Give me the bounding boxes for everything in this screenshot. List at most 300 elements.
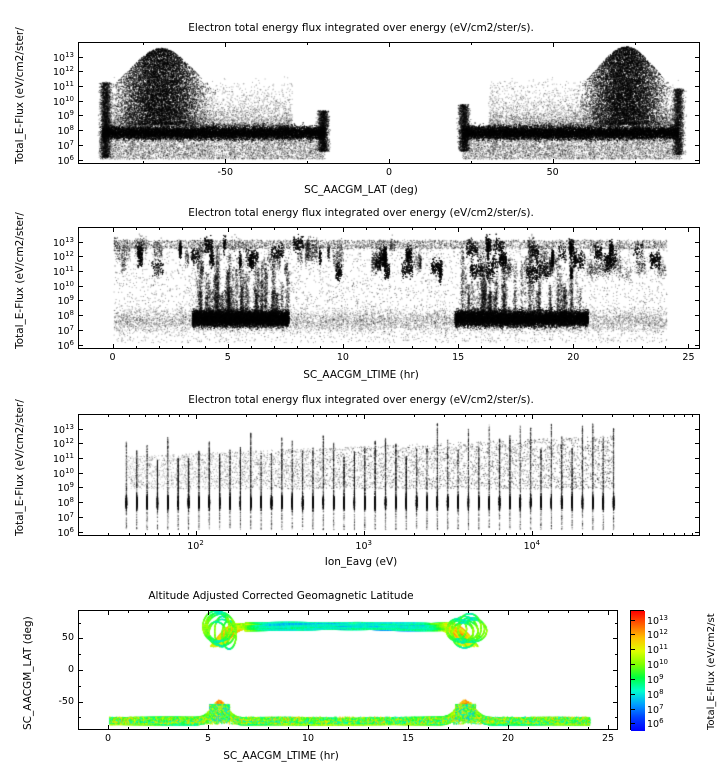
x-minor-tick-top bbox=[516, 414, 517, 417]
x-minor-tick-top bbox=[205, 227, 206, 230]
x-tick-mark bbox=[113, 344, 114, 349]
panel1-y-axis-label: Total_E-Flux (eV/cm2/ster/ bbox=[14, 27, 26, 164]
x-minor-tick bbox=[612, 533, 613, 536]
y-tick-mark bbox=[78, 670, 83, 671]
x-tick-mark bbox=[208, 725, 209, 730]
x-minor-tick-top bbox=[471, 42, 472, 45]
y-tick-mark-right bbox=[695, 502, 700, 503]
x-tick-mark-top bbox=[389, 42, 390, 47]
colorbar-tick-mark bbox=[631, 664, 635, 665]
panel4-y-axis-label: SC_AACGM_LAT (deg) bbox=[22, 616, 34, 730]
y-tick-mark bbox=[78, 300, 83, 301]
x-minor-tick bbox=[143, 161, 144, 164]
x-minor-tick bbox=[205, 346, 206, 349]
x-minor-tick-top bbox=[159, 227, 160, 230]
x-tick-mark bbox=[608, 725, 609, 730]
x-minor-tick-top bbox=[168, 610, 169, 613]
y-tick-label: $10^8$ bbox=[57, 496, 74, 510]
x-tick-mark bbox=[532, 531, 533, 536]
panel2-plot-area bbox=[78, 227, 700, 349]
colorbar-tick-mark bbox=[631, 620, 635, 621]
x-tick-mark-top bbox=[688, 227, 689, 232]
y-tick-mark bbox=[78, 71, 83, 72]
x-tick-label: 20 bbox=[567, 352, 580, 363]
x-minor-tick bbox=[108, 533, 109, 536]
colorbar-tick-label: $10^7$ bbox=[647, 702, 664, 716]
panel1-title: Electron total energy flux integrated over energy (eV/cm2/ster/s). bbox=[188, 22, 534, 34]
y-tick-label: $10^{13}$ bbox=[52, 50, 74, 64]
y-tick-mark bbox=[78, 330, 83, 331]
x-minor-tick-top bbox=[414, 414, 415, 417]
x-minor-tick-top bbox=[188, 610, 189, 613]
y-tick-label: $10^6$ bbox=[57, 525, 74, 539]
y-tick-label: $10^{12}$ bbox=[52, 250, 74, 264]
y-tick-mark-right bbox=[613, 638, 618, 639]
y-tick-label: $10^{10}$ bbox=[52, 94, 74, 108]
x-minor-tick-top bbox=[588, 610, 589, 613]
x-minor-tick-top bbox=[288, 610, 289, 613]
colorbar-label: Total_E-Flux (eV/cm2/st bbox=[706, 613, 717, 730]
x-minor-tick-top bbox=[169, 414, 170, 417]
x-minor-tick-top bbox=[548, 610, 549, 613]
x-minor-tick-top bbox=[435, 227, 436, 230]
y-tick-label: $10^7$ bbox=[57, 323, 74, 338]
panel-electron-flux-vs-ion-eavg bbox=[0, 392, 722, 568]
x-minor-tick bbox=[320, 346, 321, 349]
x-tick-mark-top bbox=[532, 414, 533, 419]
x-minor-tick bbox=[550, 346, 551, 349]
x-minor-tick-top bbox=[297, 414, 298, 417]
x-tick-label: $10^3$ bbox=[355, 539, 372, 553]
x-minor-tick bbox=[274, 346, 275, 349]
x-tick-label: $10^4$ bbox=[523, 539, 541, 553]
x-minor-tick-top bbox=[297, 227, 298, 230]
y-minor-tick-right bbox=[615, 717, 618, 718]
x-minor-tick-top bbox=[320, 227, 321, 230]
x-tick-mark-top bbox=[458, 227, 459, 232]
x-minor-tick-top bbox=[649, 414, 650, 417]
y-tick-label: $10^7$ bbox=[57, 510, 74, 525]
x-minor-tick-top bbox=[528, 610, 529, 613]
x-tick-mark bbox=[508, 725, 509, 730]
y-tick-mark bbox=[78, 532, 83, 533]
x-minor-tick-top bbox=[527, 227, 528, 230]
panel3-y-axis-label: Total_E-Flux (eV/cm2/ster/ bbox=[14, 399, 26, 536]
panel4-x-axis-label: SC_AACGM_LTIME (hr) bbox=[223, 750, 339, 762]
x-minor-tick bbox=[674, 533, 675, 536]
x-minor-tick bbox=[516, 533, 517, 536]
x-tick-label: 0 bbox=[385, 167, 393, 178]
y-tick-label: $10^{11}$ bbox=[52, 452, 74, 466]
y-tick-label: $10^{10}$ bbox=[52, 279, 74, 293]
x-minor-tick bbox=[481, 346, 482, 349]
x-tick-label: 5 bbox=[204, 733, 212, 744]
x-tick-mark bbox=[688, 344, 689, 349]
x-minor-tick-top bbox=[389, 227, 390, 230]
y-tick-mark bbox=[78, 702, 83, 703]
x-minor-tick bbox=[568, 727, 569, 730]
x-minor-tick bbox=[663, 533, 664, 536]
panel4-plot-area bbox=[78, 610, 618, 730]
x-minor-tick bbox=[366, 346, 367, 349]
y-tick-label: $10^{13}$ bbox=[52, 235, 74, 249]
x-minor-tick-top bbox=[136, 227, 137, 230]
x-minor-tick-top bbox=[368, 610, 369, 613]
panel3-title: Electron total energy flux integrated over energy (eV/cm2/ster/s). bbox=[188, 394, 534, 406]
x-minor-tick-top bbox=[188, 414, 189, 417]
x-tick-mark bbox=[343, 344, 344, 349]
y-tick-label: $10^{10}$ bbox=[52, 466, 74, 480]
x-minor-tick-top bbox=[274, 227, 275, 230]
x-minor-tick-top bbox=[488, 610, 489, 613]
x-tick-label: 25 bbox=[601, 733, 615, 744]
y-tick-mark bbox=[78, 429, 83, 430]
x-minor-tick bbox=[444, 533, 445, 536]
x-minor-tick bbox=[471, 161, 472, 164]
x-minor-tick bbox=[179, 533, 180, 536]
colorbar-tick-label: $10^{12}$ bbox=[647, 628, 669, 642]
colorbar-tick-mark bbox=[631, 649, 635, 650]
y-tick-label: $10^9$ bbox=[57, 481, 74, 495]
y-tick-mark-right bbox=[695, 86, 700, 87]
x-tick-mark-top bbox=[113, 227, 114, 232]
y-minor-tick bbox=[78, 623, 81, 624]
panel3-plot-area bbox=[78, 414, 700, 536]
x-tick-mark bbox=[458, 344, 459, 349]
y-tick-label: $10^{11}$ bbox=[52, 80, 74, 94]
panel-electron-flux-vs-latitude bbox=[0, 20, 722, 196]
x-minor-tick-top bbox=[182, 227, 183, 230]
x-minor-tick bbox=[435, 346, 436, 349]
x-tick-label: $10^2$ bbox=[187, 539, 204, 553]
x-tick-mark-top bbox=[608, 610, 609, 615]
x-tick-mark-top bbox=[225, 42, 226, 47]
x-minor-tick-top bbox=[356, 414, 357, 417]
x-minor-tick-top bbox=[347, 414, 348, 417]
x-minor-tick-top bbox=[248, 610, 249, 613]
y-tick-mark bbox=[78, 443, 83, 444]
x-minor-tick-top bbox=[251, 227, 252, 230]
y-tick-label: $10^8$ bbox=[57, 309, 74, 323]
y-tick-label: 50 bbox=[61, 632, 74, 644]
y-tick-mark-right bbox=[695, 473, 700, 474]
x-minor-tick bbox=[188, 727, 189, 730]
x-minor-tick-top bbox=[684, 414, 685, 417]
x-minor-tick bbox=[158, 533, 159, 536]
x-tick-mark bbox=[408, 725, 409, 730]
x-minor-tick bbox=[665, 346, 666, 349]
x-minor-tick-top bbox=[448, 610, 449, 613]
panel-orbit-track-map bbox=[0, 588, 722, 771]
x-minor-tick bbox=[356, 533, 357, 536]
x-minor-tick bbox=[136, 346, 137, 349]
panel4-orbit-tracks bbox=[79, 611, 618, 730]
y-tick-mark-right bbox=[695, 458, 700, 459]
x-tick-mark-top bbox=[343, 227, 344, 232]
x-tick-label: 15 bbox=[401, 733, 415, 744]
x-minor-tick bbox=[307, 161, 308, 164]
x-tick-label: -50 bbox=[217, 167, 234, 178]
y-tick-mark bbox=[78, 286, 83, 287]
colorbar-tick-mark bbox=[631, 723, 635, 724]
x-minor-tick bbox=[588, 727, 589, 730]
x-minor-tick-top bbox=[444, 414, 445, 417]
y-tick-label: $10^6$ bbox=[57, 338, 74, 352]
x-minor-tick-top bbox=[506, 414, 507, 417]
panel4-title: Altitude Adjusted Corrected Geomagnetic Latitude bbox=[148, 590, 414, 602]
x-minor-tick bbox=[182, 346, 183, 349]
colorbar-tick-label: $10^{11}$ bbox=[647, 643, 669, 657]
y-minor-tick-right bbox=[615, 654, 618, 655]
x-minor-tick-top bbox=[388, 610, 389, 613]
y-minor-tick bbox=[78, 717, 81, 718]
y-tick-mark-right bbox=[695, 429, 700, 430]
x-tick-mark bbox=[553, 159, 554, 164]
x-minor-tick bbox=[633, 533, 634, 536]
y-tick-label: $10^{11}$ bbox=[52, 265, 74, 279]
y-tick-mark bbox=[78, 57, 83, 58]
x-minor-tick bbox=[78, 533, 79, 536]
y-tick-mark-right bbox=[695, 443, 700, 444]
colorbar-tick-mark bbox=[631, 709, 635, 710]
y-tick-label: $10^{12}$ bbox=[52, 437, 74, 451]
x-minor-tick-top bbox=[328, 610, 329, 613]
panel1-scatter-points bbox=[79, 43, 700, 164]
x-minor-tick bbox=[642, 346, 643, 349]
x-minor-tick-top bbox=[633, 414, 634, 417]
x-minor-tick bbox=[388, 727, 389, 730]
y-tick-mark-right bbox=[613, 670, 618, 671]
x-minor-tick-top bbox=[145, 414, 146, 417]
y-minor-tick bbox=[78, 686, 81, 687]
x-minor-tick bbox=[368, 727, 369, 730]
colorbar-tick-label: $10^6$ bbox=[647, 717, 664, 731]
x-minor-tick bbox=[159, 346, 160, 349]
x-tick-mark-top bbox=[228, 227, 229, 232]
x-tick-label: 10 bbox=[301, 733, 315, 744]
y-tick-mark bbox=[78, 130, 83, 131]
y-tick-mark bbox=[78, 115, 83, 116]
x-minor-tick bbox=[338, 533, 339, 536]
x-minor-tick bbox=[481, 533, 482, 536]
y-tick-mark-right bbox=[695, 115, 700, 116]
x-minor-tick bbox=[313, 533, 314, 536]
x-minor-tick bbox=[506, 533, 507, 536]
y-tick-mark-right bbox=[695, 286, 700, 287]
x-minor-tick bbox=[619, 346, 620, 349]
x-minor-tick bbox=[326, 533, 327, 536]
colorbar-tick-mark bbox=[631, 679, 635, 680]
y-tick-mark-right bbox=[695, 256, 700, 257]
panel2-y-axis-label: Total_E-Flux (eV/cm2/ster/ bbox=[14, 212, 26, 349]
y-tick-mark-right bbox=[695, 532, 700, 533]
y-minor-tick bbox=[78, 654, 81, 655]
x-minor-tick-top bbox=[128, 610, 129, 613]
x-minor-tick bbox=[412, 346, 413, 349]
x-minor-tick-top bbox=[143, 42, 144, 45]
x-minor-tick-top bbox=[692, 414, 693, 417]
y-tick-mark bbox=[78, 101, 83, 102]
x-minor-tick bbox=[188, 533, 189, 536]
x-minor-tick-top bbox=[428, 610, 429, 613]
x-minor-tick bbox=[414, 533, 415, 536]
x-tick-mark-top bbox=[208, 610, 209, 615]
panel2-title: Electron total energy flux integrated over energy (eV/cm2/ster/s). bbox=[188, 207, 534, 219]
y-minor-tick-right bbox=[615, 623, 618, 624]
colorbar-tick-label: $10^{10}$ bbox=[647, 658, 669, 672]
x-minor-tick bbox=[428, 727, 429, 730]
colorbar-tick-label: $10^9$ bbox=[647, 672, 664, 687]
y-tick-mark bbox=[78, 517, 83, 518]
y-tick-mark-right bbox=[695, 345, 700, 346]
x-tick-mark bbox=[389, 159, 390, 164]
y-tick-mark bbox=[78, 86, 83, 87]
x-minor-tick-top bbox=[663, 414, 664, 417]
x-minor-tick bbox=[465, 533, 466, 536]
y-tick-mark bbox=[78, 160, 83, 161]
panel1-plot-area bbox=[78, 42, 700, 164]
y-tick-mark-right bbox=[695, 101, 700, 102]
y-tick-label: $10^9$ bbox=[57, 109, 74, 123]
x-tick-label: 0 bbox=[109, 352, 116, 363]
colorbar bbox=[630, 610, 644, 730]
x-tick-label: 0 bbox=[104, 733, 112, 744]
x-minor-tick bbox=[297, 346, 298, 349]
x-minor-tick-top bbox=[665, 227, 666, 230]
y-tick-mark-right bbox=[695, 57, 700, 58]
x-tick-mark-top bbox=[553, 42, 554, 47]
panel-electron-flux-vs-ltime bbox=[0, 205, 722, 381]
y-tick-mark bbox=[78, 271, 83, 272]
x-minor-tick-top bbox=[568, 610, 569, 613]
x-tick-mark bbox=[308, 725, 309, 730]
x-minor-tick-top bbox=[179, 414, 180, 417]
x-minor-tick bbox=[297, 533, 298, 536]
y-tick-label: 0 bbox=[67, 664, 74, 675]
x-minor-tick-top bbox=[228, 610, 229, 613]
x-minor-tick-top bbox=[674, 414, 675, 417]
y-tick-mark-right bbox=[695, 487, 700, 488]
x-minor-tick-top bbox=[550, 227, 551, 230]
x-tick-mark bbox=[196, 531, 197, 536]
y-tick-mark bbox=[78, 242, 83, 243]
panel3-x-axis-label: Ion_Eavg (eV) bbox=[324, 556, 398, 568]
x-minor-tick-top bbox=[108, 414, 109, 417]
x-minor-tick bbox=[251, 346, 252, 349]
x-minor-tick bbox=[528, 727, 529, 730]
y-tick-label: $10^7$ bbox=[57, 138, 74, 153]
x-tick-mark-top bbox=[508, 610, 509, 615]
x-minor-tick-top bbox=[582, 414, 583, 417]
x-minor-tick-top bbox=[619, 227, 620, 230]
x-minor-tick-top bbox=[78, 414, 79, 417]
y-tick-mark-right bbox=[695, 330, 700, 331]
x-minor-tick bbox=[169, 533, 170, 536]
x-minor-tick bbox=[548, 727, 549, 730]
y-tick-mark-right bbox=[695, 517, 700, 518]
x-minor-tick-top bbox=[158, 414, 159, 417]
x-minor-tick bbox=[328, 727, 329, 730]
y-tick-label: $10^{12}$ bbox=[52, 65, 74, 79]
x-tick-label: 15 bbox=[452, 352, 465, 363]
x-minor-tick bbox=[129, 533, 130, 536]
x-minor-tick bbox=[596, 346, 597, 349]
x-minor-tick bbox=[128, 727, 129, 730]
x-tick-label: 20 bbox=[501, 733, 515, 744]
y-tick-mark-right bbox=[695, 145, 700, 146]
x-minor-tick-top bbox=[276, 414, 277, 417]
x-minor-tick-top bbox=[481, 227, 482, 230]
x-minor-tick bbox=[268, 727, 269, 730]
x-tick-label: 5 bbox=[224, 352, 231, 363]
y-tick-label: $10^9$ bbox=[57, 294, 74, 308]
colorbar-tick-mark bbox=[631, 694, 635, 695]
x-minor-tick-top bbox=[148, 610, 149, 613]
x-minor-tick-top bbox=[307, 42, 308, 45]
panel2-scatter-points bbox=[79, 228, 700, 349]
x-minor-tick bbox=[246, 533, 247, 536]
y-tick-mark-right bbox=[695, 315, 700, 316]
y-tick-label: $10^8$ bbox=[57, 124, 74, 138]
x-minor-tick bbox=[276, 533, 277, 536]
colorbar-gradient bbox=[631, 611, 645, 731]
x-tick-mark-top bbox=[573, 227, 574, 232]
x-minor-tick-top bbox=[129, 414, 130, 417]
x-minor-tick-top bbox=[348, 610, 349, 613]
y-tick-mark bbox=[78, 638, 83, 639]
x-minor-tick-top bbox=[246, 414, 247, 417]
y-tick-label: $10^{13}$ bbox=[52, 422, 74, 436]
x-tick-mark-top bbox=[408, 610, 409, 615]
x-minor-tick bbox=[684, 533, 685, 536]
y-minor-tick-right bbox=[615, 686, 618, 687]
x-tick-mark bbox=[108, 725, 109, 730]
x-minor-tick bbox=[582, 533, 583, 536]
x-minor-tick bbox=[635, 161, 636, 164]
y-tick-mark bbox=[78, 315, 83, 316]
y-tick-label: -50 bbox=[58, 695, 74, 707]
x-minor-tick-top bbox=[366, 227, 367, 230]
y-tick-mark-right bbox=[695, 242, 700, 243]
y-tick-mark-right bbox=[613, 702, 618, 703]
x-minor-tick bbox=[168, 727, 169, 730]
y-tick-mark bbox=[78, 458, 83, 459]
x-tick-mark-top bbox=[308, 610, 309, 615]
colorbar-tick-label: $10^8$ bbox=[647, 687, 664, 701]
x-minor-tick-top bbox=[313, 414, 314, 417]
x-minor-tick bbox=[448, 727, 449, 730]
x-minor-tick-top bbox=[338, 414, 339, 417]
x-minor-tick-top bbox=[326, 414, 327, 417]
x-tick-mark-top bbox=[364, 414, 365, 419]
y-tick-mark-right bbox=[695, 300, 700, 301]
x-minor-tick bbox=[524, 533, 525, 536]
y-tick-mark bbox=[78, 487, 83, 488]
x-minor-tick bbox=[504, 346, 505, 349]
x-minor-tick bbox=[692, 533, 693, 536]
y-tick-mark-right bbox=[695, 160, 700, 161]
y-tick-mark-right bbox=[695, 271, 700, 272]
x-minor-tick bbox=[348, 727, 349, 730]
x-minor-tick bbox=[145, 533, 146, 536]
x-tick-mark bbox=[364, 531, 365, 536]
y-tick-mark bbox=[78, 502, 83, 503]
x-minor-tick-top bbox=[268, 610, 269, 613]
x-minor-tick bbox=[488, 727, 489, 730]
y-tick-mark-right bbox=[695, 71, 700, 72]
x-minor-tick bbox=[527, 346, 528, 349]
x-tick-mark-top bbox=[196, 414, 197, 419]
